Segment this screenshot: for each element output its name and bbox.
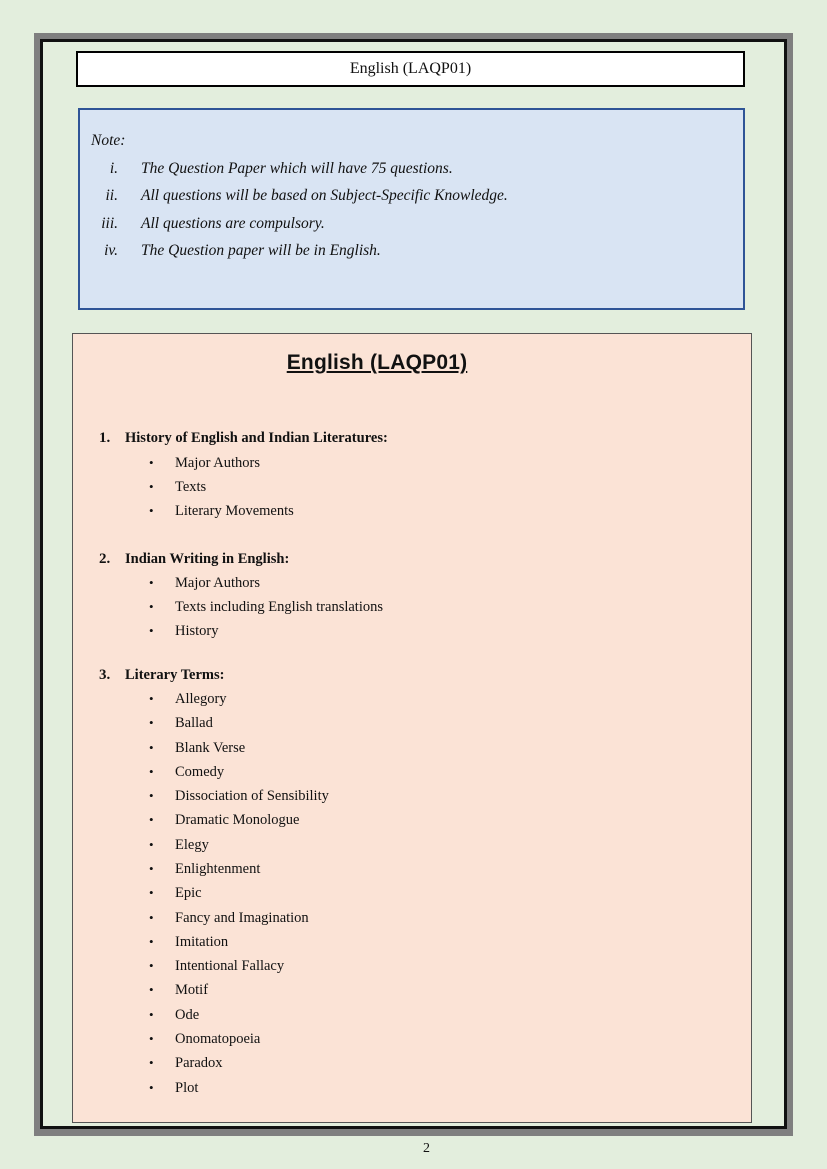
list-item xyxy=(149,934,228,951)
list-item-text: Epic xyxy=(175,885,202,901)
list-item xyxy=(149,861,260,878)
list-item-text: Major Authors xyxy=(175,575,260,591)
list-item-text: Intentional Fallacy xyxy=(175,958,285,974)
list-item-text: Ode xyxy=(175,1007,200,1023)
list-item xyxy=(149,812,299,829)
bullet-icon: • xyxy=(149,1007,154,1022)
list-item xyxy=(149,837,209,854)
section-heading-text: History of English and Indian Literatures: xyxy=(125,430,388,446)
list-item xyxy=(149,885,202,902)
bullet-icon: • xyxy=(149,812,154,827)
bullet-icon: • xyxy=(149,715,154,730)
list-item xyxy=(149,575,260,592)
note-title: Note: xyxy=(91,132,126,149)
bullet-icon: • xyxy=(149,885,154,900)
section-number: 2. xyxy=(99,551,111,567)
note-box xyxy=(78,108,745,310)
list-item-text: Elegy xyxy=(175,837,209,853)
bullet-icon: • xyxy=(149,982,154,997)
list-item-text: Allegory xyxy=(175,691,227,707)
bullet-icon: • xyxy=(149,1055,154,1070)
note-item-number: i. xyxy=(109,160,118,177)
list-item xyxy=(149,1031,260,1048)
section-heading xyxy=(99,430,388,447)
list-item xyxy=(149,1055,223,1072)
list-item-text: Paradox xyxy=(175,1055,223,1071)
note-item-text: The Question paper will be in English. xyxy=(141,242,381,259)
note-item-number: iv. xyxy=(104,242,118,259)
list-item xyxy=(149,910,309,927)
header-title-box xyxy=(76,51,745,87)
list-item-text: Dramatic Monologue xyxy=(175,812,300,828)
bullet-icon: • xyxy=(149,764,154,779)
bullet-icon: • xyxy=(149,575,154,590)
section-heading-text: Indian Writing in English: xyxy=(125,551,290,567)
syllabus-title: English (LAQP01) xyxy=(286,351,468,374)
list-item xyxy=(149,982,208,999)
list-item-text: Plot xyxy=(175,1080,199,1096)
note-item-text: All questions will be based on Subject-Specific Knowledge. xyxy=(141,187,508,204)
list-item xyxy=(149,958,284,975)
list-item-text: Ballad xyxy=(175,715,213,731)
page-number: 2 xyxy=(423,1141,430,1156)
list-item xyxy=(149,715,213,732)
bullet-icon: • xyxy=(149,455,154,470)
bullet-icon: • xyxy=(149,1031,154,1046)
list-item-text: Literary Movements xyxy=(175,503,294,519)
note-item-number: iii. xyxy=(101,215,118,232)
bullet-icon: • xyxy=(149,788,154,803)
bullet-icon: • xyxy=(149,861,154,876)
list-item-text: Blank Verse xyxy=(175,740,246,756)
bullet-icon: • xyxy=(149,599,154,614)
note-item-text: All questions are compulsory. xyxy=(141,215,325,232)
list-item-text: Major Authors xyxy=(175,455,260,471)
list-item xyxy=(149,599,383,616)
bullet-icon: • xyxy=(149,910,154,925)
note-item-number: ii. xyxy=(105,187,118,204)
list-item xyxy=(149,1080,198,1097)
list-item xyxy=(149,623,219,640)
bullet-icon: • xyxy=(149,691,154,706)
section-heading-text: Literary Terms: xyxy=(125,667,225,683)
list-item-text: Onomatopoeia xyxy=(175,1031,261,1047)
list-item xyxy=(149,503,294,520)
list-item-text: History xyxy=(175,623,219,639)
list-item-text: Texts including English translations xyxy=(175,599,384,615)
note-item-text: The Question Paper which will have 75 questions. xyxy=(141,160,453,177)
bullet-icon: • xyxy=(149,934,154,949)
list-item xyxy=(149,479,206,496)
section-heading xyxy=(99,667,224,684)
list-item xyxy=(149,455,260,472)
list-item-text: Imitation xyxy=(175,934,229,950)
bullet-icon: • xyxy=(149,503,154,518)
bullet-icon: • xyxy=(149,837,154,852)
list-item xyxy=(149,1007,199,1024)
section-number: 1. xyxy=(99,430,111,446)
section-heading xyxy=(99,551,289,568)
list-item-text: Comedy xyxy=(175,764,225,780)
list-item xyxy=(149,764,224,781)
list-item-text: Fancy and Imagination xyxy=(175,910,309,926)
list-item xyxy=(149,740,245,757)
bullet-icon: • xyxy=(149,623,154,638)
bullet-icon: • xyxy=(149,958,154,973)
syllabus-box xyxy=(72,333,752,1123)
list-item xyxy=(149,691,227,708)
section-number: 3. xyxy=(99,667,111,683)
list-item-text: Motif xyxy=(175,982,209,998)
list-item-text: Enlightenment xyxy=(175,861,261,877)
list-item xyxy=(149,788,329,805)
bullet-icon: • xyxy=(149,479,154,494)
header-title: English (LAQP01) xyxy=(349,60,472,77)
bullet-icon: • xyxy=(149,740,154,755)
bullet-icon: • xyxy=(149,1080,154,1095)
list-item-text: Texts xyxy=(175,479,207,495)
list-item-text: Dissociation of Sensibility xyxy=(175,788,329,804)
